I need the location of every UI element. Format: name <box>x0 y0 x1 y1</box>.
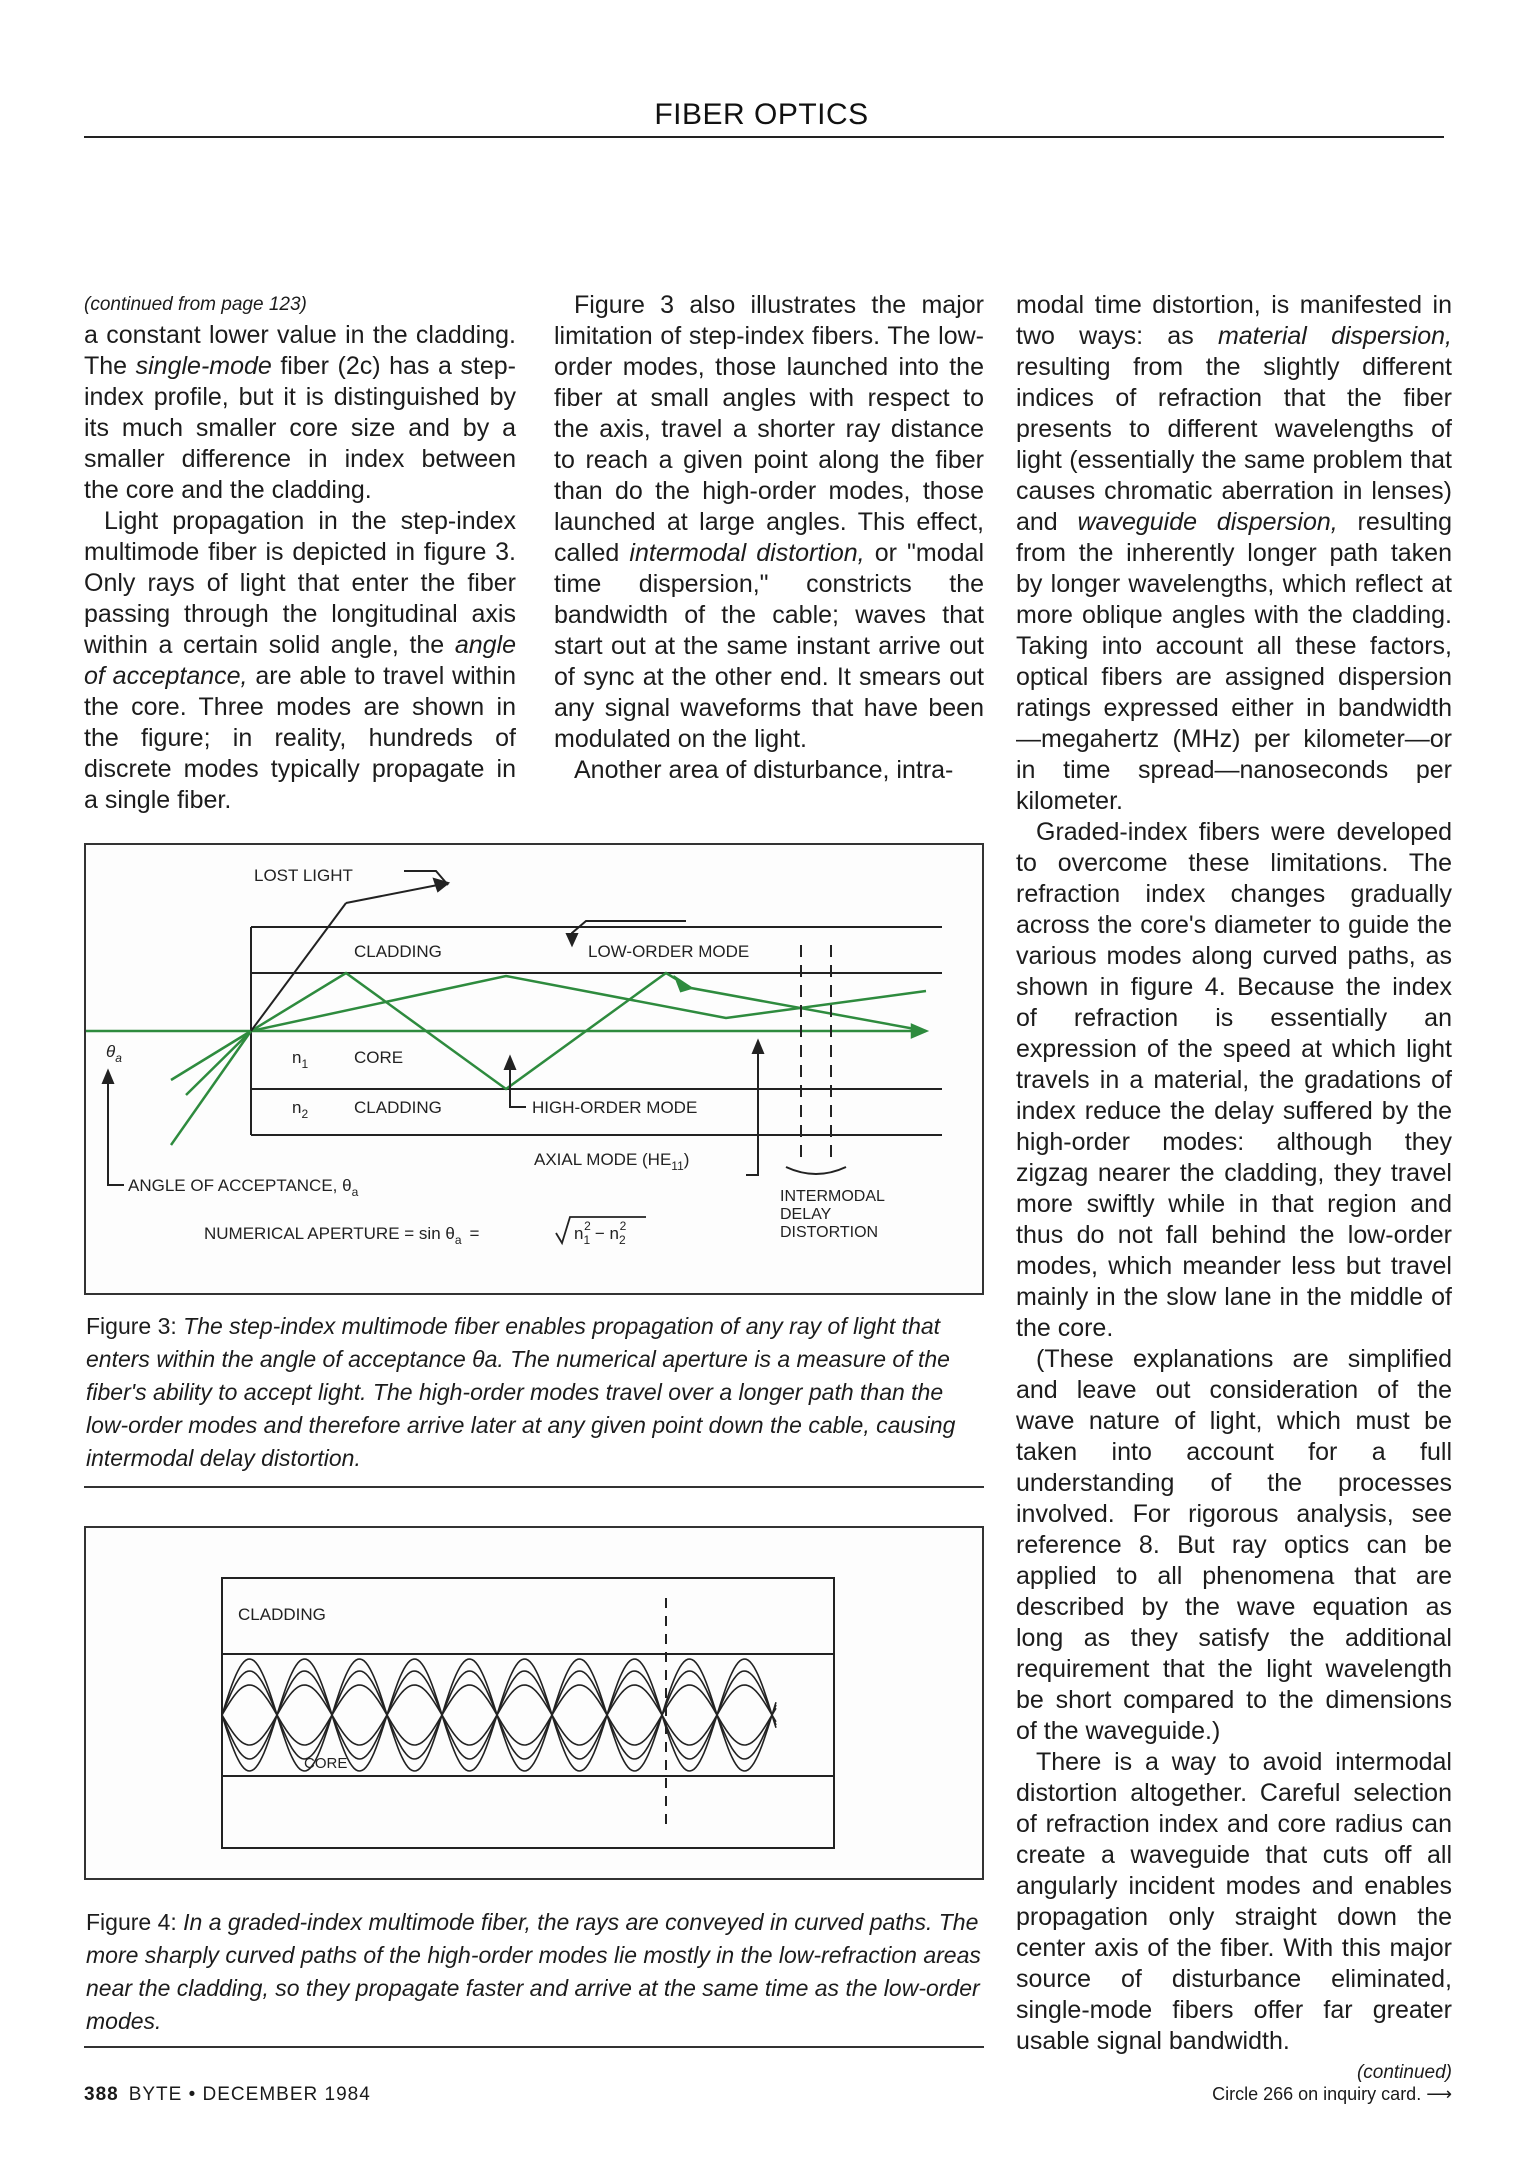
acceptance-ray-steep <box>171 1031 251 1080</box>
col1-paragraph-1: a constant lower value in the cladding. The single-mode fiber (2c) has a step-index profile, but it is distinguished by its much smaller core size and by a smaller difference in index between the core and the cladding. <box>84 321 516 504</box>
inquiry-card-note: Circle 266 on inquiry card. ⟶ <box>1212 2084 1452 2104</box>
col2-paragraph-2: Another area of disturbance, intra- <box>574 756 954 784</box>
figure-3 <box>84 843 984 1295</box>
ray-path-2-a <box>222 1685 776 1745</box>
column-2 <box>554 290 984 786</box>
col2-paragraph-1: Figure 3 also illustrates the major limitation of step-index fibers. The low-order modes, those launched into the fiber at small angles with respect to the axis, travel a shorter ray distance to reach a given point along the fiber than do the high-order modes, those launched at large angles. This effect, called intermodal distortion, or "modal time dispersion," constricts the bandwidth of the cable; waves that start out at the same instant arrive out of sync at the other end. It smears out any signal waveforms that have been modulated on the light. <box>554 291 984 753</box>
figure-3-rule <box>84 1486 984 1488</box>
col3-paragraph-4: There is a way to avoid intermodal distortion altogether. Careful selection of refraction index and core radius can create a waveguide that cuts off all angularly incident modes and enables propagation only straight down the center axis of the fiber. With this major source of disturbance eliminated, single-mode fibers offer far greater usable signal bandwidth. <box>1016 1748 1452 2055</box>
acceptance-ray-lower <box>171 1031 251 1145</box>
figure-3-diagram <box>86 845 982 1293</box>
cladding-bottom-label: CLADDING <box>354 1098 442 1117</box>
core-label: CORE <box>354 1048 404 1067</box>
acceptance-ray-mid <box>186 1031 251 1095</box>
continued-to: (continued) <box>1356 2062 1452 2083</box>
intermodal-label-1: INTERMODAL <box>780 1188 885 1205</box>
ray-path-1-b <box>222 1671 776 1759</box>
cladding-top-label: CLADDING <box>354 942 442 961</box>
acceptance-label: ANGLE OF ACCEPTANCE, $\theta_a$ <box>128 1176 359 1199</box>
col3-paragraph-2: Graded-index fibers were developed to overcome these limitations. The refraction index changes gradually across the core's diameter to guide the various modes along curved paths, as shown in figure 4. Because the index of refraction is essentially an expression of the speed at which light travels in a material, the gradations of index reduce the delay suffered by the high-order modes: although they zigzag nearer the cladding, they travel more swiftly while in that region and thus do not fall behind the low-order modes, which meander less but travel mainly in the slow lane in the middle of the core. <box>1016 818 1452 1342</box>
delay-brace <box>786 1167 846 1174</box>
numerical-aperture-formula <box>556 1217 646 1247</box>
ray-path-1-a <box>222 1671 776 1759</box>
footer-folio: 388 BYTE • DECEMBER 1984 <box>84 2084 371 2105</box>
figure-4-caption: Figure 4: In a graded-index multimode fiber, the rays are conveyed in curved paths. The more sharply curved paths of the high-order modes lie mostly in the low-refraction areas near the cladding, so they propagate faster and arrive at the same time as the low-order modes. <box>86 1909 981 2034</box>
intermodal-label-2: DELAY <box>780 1206 832 1223</box>
lost-light-ray <box>251 903 346 1031</box>
figure-4 <box>84 1526 984 1880</box>
col3-paragraph-1: modal time distortion, is manifested in two ways: as material dispersion, resulting from the slightly different indices of refraction that the fiber presents to different wavelengths of light (essentially the same problem that causes chromatic aberration in lenses) and waveguide dispersion, resulting from the inherently longer path taken by longer wavelengths, which reflect at more oblique angles with the cladding. Taking into account all these factors, optical fibers are assigned dispersion ratings expressed either in bandwidth—megahertz (MHz) per kilometer—or in time spread—nanoseconds per kilometer. <box>1016 291 1452 815</box>
svg-text:n12− n22: $n_12 - n_22$ <box>574 1219 627 1247</box>
low-order-ray <box>251 976 926 1031</box>
theta-label: $\theta_a$ <box>106 1042 122 1065</box>
low-order-label: LOW-ORDER MODE <box>588 942 750 961</box>
intermodal-label-3: DISTORTION <box>780 1224 879 1241</box>
lost-light-label: LOST LIGHT <box>254 866 353 885</box>
column-1 <box>84 290 516 816</box>
column-3 <box>1016 290 1452 2088</box>
numerical-aperture-label: NUMERICAL APERTURE = $\sin \theta_a$ = <box>204 1224 480 1247</box>
figure-4-rule <box>84 2046 984 2048</box>
core-label: CORE <box>304 1755 348 1772</box>
cladding-label: CLADDING <box>238 1605 326 1624</box>
axial-arrowhead <box>912 1025 926 1037</box>
running-header: FIBER OPTICS <box>654 98 869 131</box>
col1-paragraph-2: Light propagation in the step-index multimode fiber is depicted in figure 3. Only rays of light that enter the fiber passing through the longitudinal axis within a certain solid angle, the angle of acceptance, are able to travel within the core. Three modes are shown in the figure; in reality, hundreds of discrete modes typically propagate in a single fiber. <box>84 507 516 814</box>
figure-3-caption: Figure 3: The step-index multimode fiber enables propagation of any ray of light that enters within the angle of acceptance θa. The numerical aperture is a measure of the fiber's ability to accept light. The high-order modes travel over a longer path than the low-order modes and therefore arrive later at any given point down the cable, causing intermodal delay distortion. <box>86 1313 956 1471</box>
n2-label: $n_2$ <box>292 1098 309 1121</box>
axial-mode-label: AXIAL MODE $(HE_{11})$ <box>534 1150 690 1173</box>
header-rule <box>84 136 1444 138</box>
high-order-arrowhead <box>676 978 691 991</box>
axial-mode-leader <box>746 1041 758 1175</box>
n1-label: $n_1$ <box>292 1048 309 1071</box>
lost-light-ray-exit <box>346 883 448 903</box>
high-order-label: HIGH-ORDER MODE <box>532 1098 698 1117</box>
acceptance-leader <box>108 1075 124 1185</box>
col3-paragraph-3: (These explanations are simplified and leave out consideration of the wave nature of light, which must be taken into account for a full understanding of the processes involved. For rigorous analysis, see reference 8. But ray optics can be applied to all phenomena that are described by the wave equation as long as they satisfy the additional requirement that the light wavelength be short compared to the dimensions of the waveguide.) <box>1016 1345 1452 1745</box>
ray-path-2-b <box>222 1685 776 1745</box>
figure-4-diagram <box>86 1528 982 1878</box>
continued-from: (continued from page 123) <box>84 294 307 315</box>
